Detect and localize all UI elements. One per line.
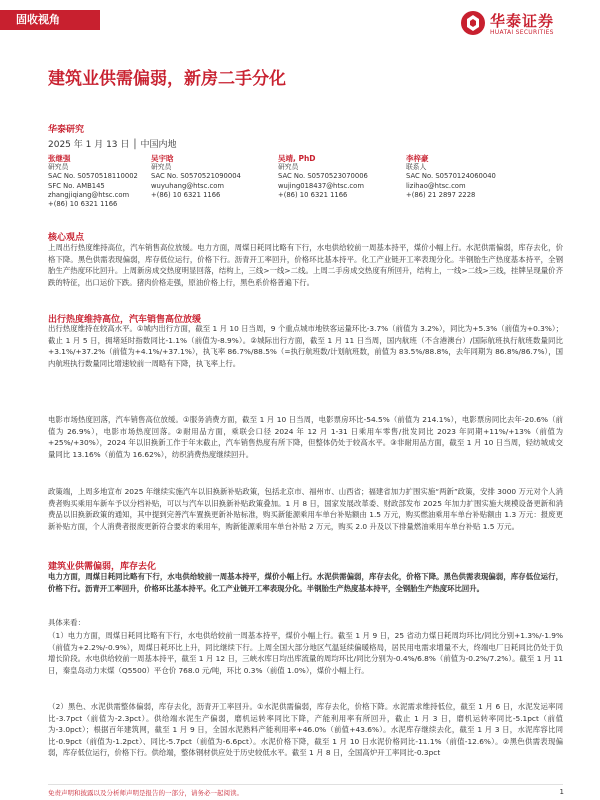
detail-intro: 具体来看： bbox=[48, 618, 85, 627]
author-email[interactable]: wujing018437@htsc.com bbox=[278, 181, 364, 190]
author-role: 研究员 bbox=[151, 163, 172, 172]
detail-power-text: （1）电力方面，周煤日耗同比略有下行，水电供给较前一周基本持平，煤价小幅上行。截至 1 月 9 日，25 省动力煤日耗周均环比/同比分别+1.3%/-1.9%（前值为+2.2%/-0.9%），周煤日耗环比上升，同比继续下行。上周全国大部分地区气温延续偏暖格局，居民用电需求增量不大，终端电厂日耗同比仍处于负增长阶段。水电供给较前一周基本持平，截至 1 月 12 日，三峡水库日均出库流量的周均环比/同比分别为-0.4%/6.8%（前值为-0.2%/7.2%）。截至 1 月 11 日，秦皇岛动力末煤（Q5500）平仓价 768.0 元/吨，环比 0.3%（前值 1.0%），煤价小幅上行。 bbox=[48, 631, 563, 675]
report-date: 2025 年 1 月 13 日 │ 中国内地 bbox=[48, 140, 177, 150]
author-card bbox=[151, 154, 276, 200]
core-view-text: 上周出行热度维持高位，汽车销售高位放缓。电力方面，周煤日耗同比略有下行，水电供给较前一周基本持平，煤价小幅上行。水泥供需偏弱，库存去化，价格下降。黑色供需表现偏弱，库存低位运行，价格下行。沥青开工率回升，价格环比基本持平。化工产业链开工率表现分化。半钢胎生产热度基本持平，全钢胎生产热度环比回升。上周新房成交热度明显回落，结构上，三线>一线>二线。上周二手房成交热度有所回升，结构上，一线>二线>三线，挂牌呈现量价齐跌的特征，出口运价下跌。猪肉价格走强，原油价格上行，黑色系价格普遍下行。 bbox=[48, 243, 563, 287]
author-sfc: SFC No. AMB145 bbox=[48, 181, 105, 190]
logo-chinese-name: 华泰证券 bbox=[490, 12, 555, 30]
report-title: 建筑业供需偏弱，新房二手分化 bbox=[48, 69, 286, 89]
author-card bbox=[406, 154, 531, 200]
author-role: 研究员 bbox=[278, 163, 299, 172]
author-role: 研究员 bbox=[48, 163, 69, 172]
author-email[interactable]: zhangjiqiang@htsc.com bbox=[48, 190, 130, 199]
author-name: 吴靖, PhD bbox=[278, 154, 316, 163]
footer-divider bbox=[48, 784, 563, 785]
construction-heading: 建筑业供需偏弱，库存去化 bbox=[48, 562, 157, 572]
company-logo bbox=[460, 8, 580, 40]
research-org: 华泰研究 bbox=[48, 125, 85, 135]
author-sac: SAC No. S0570124060040 bbox=[406, 172, 496, 181]
author-email[interactable]: lizihao@htsc.com bbox=[406, 181, 466, 190]
footer-disclaimer: 免责声明和披露以及分析师声明是报告的一部分，请务必一起阅读。 bbox=[48, 789, 243, 797]
policy-text: 政策端，上周多地宣布 2025 年继续实施汽车以旧换新补贴政策，包括北京市、福州市、山西省；福建省加力扩围实施“两新”政策，安排 3000 万元对个人消费者购买乘用车新车予以分档补贴，可以与汽车以旧换新补贴政策叠加。1 月 8 日，国家发展改革委、财政部发布 2025 年加力扩围实施大规模设备更新和消费品以旧换新政策的通知，其中提到完善汽车置换更新补贴标准，购买新能源乘用车单台补贴额由 1.5 万元，购买燃油乘用车单台补贴额由 1.3 万元：报废更新补贴方面，个人消费者报废更新符合要求的乘用车，购新能源乘用车单台补贴 2 万元，购买 2.0 升及以下排量燃油乘用车单台补贴 1.5 万元。 bbox=[48, 487, 563, 531]
travel-text: 出行热度维持在较高水平。①城内出行方面，截至 1 月 10 日当周，9 个重点城市地铁客运量环比-3.7%（前值为 3.2%），同比为+5.3%（前值为+0.3%）；截止 1 月 5 日，拥堵延时指数同比-1.1%（前值为-8.9%）。②城际出行方面，截至 1 月 11 日当周，国内航班（不含港澳台）/国际航班执行航班数量同比+3.1%/+37.2%（前值为+4.1%/+37.1%），执飞率 86.7%/88.5%（=执行航班数/计划航班数，前值为 83.5%/88.8%，去年同期为 86.8%/86.7%），国内航班执行数量同比增速较前一周略有下降，执飞率上行。 bbox=[48, 324, 563, 368]
author-sac: SAC No. S0570518110002 bbox=[48, 172, 138, 181]
author-phone: +(86) 10 6321 1166 bbox=[48, 200, 118, 209]
page-header bbox=[0, 0, 600, 52]
author-name: 吴宇晗 bbox=[151, 154, 174, 163]
author-phone: +(86) 10 6321 1166 bbox=[278, 190, 348, 199]
author-list bbox=[48, 154, 568, 226]
author-sac: SAC No. S0570523070006 bbox=[278, 172, 368, 181]
author-phone: +(86) 10 6321 1166 bbox=[151, 190, 221, 199]
detail-black-cement-text: （2）黑色、水泥供需整体偏弱，库存去化，沥青开工率回升。①水泥供需偏弱，库存去化，价格下降。水泥需求维持低位，截至 1 月 6 日，水泥发运率同比-3.7pct（前值为-2.3pct）。供给端水泥生产偏弱，磨机运转率同比下降，产能利用率有所回升，截止 1 月 3 日，磨机运转率同比-5.1pct（前值为-3.0pct）；根据百年建筑网，截至 1 月 9 日，全国水泥熟料产能利用率+46.0%（前值+43.6%）。水泥库存继续去化，截至 1 月 3 日，水泥库容比同比-0.9pct（前值为-1.2pct）、同比-5.7pct（前值为-6.6pct）。水泥价格下降，截至 1 月 10 日水泥价格同比-11.1%（前值-12.6%）。②黑色供需表现偏弱，库存低位运行，价格下行。供给端，整体钢材供应处于历史较低水平。截至 1 月 8 日，全国高炉开工率同比-0.3pct bbox=[48, 702, 563, 758]
logo-english-name: HUATAI SECURITIES bbox=[490, 29, 554, 36]
author-email[interactable]: wuyuhang@htsc.com bbox=[151, 181, 225, 190]
construction-text: 电力方面，周煤日耗同比略有下行，水电供给较前一周基本持平，煤价小幅上行。水泥供需偏弱，库存去化，价格下降。黑色供需表现偏弱，库存低位运行，价格下行。沥青开工率回升，价格环比基本持平。化工产业链开工率表现分化。半钢胎生产热度基本持平，全钢胎生产热度环比回升。 bbox=[48, 572, 563, 593]
consumption-text: 电影市场热度回落，汽车销售高位放缓。①服务消费方面，截至 1 月 10 日当周，电影票房环比-54.5%（前值为 214.1%），电影票房同比去年-20.6%（前值为 26.9%），电影市场热度回落。②耐用品方面，乘联会口径 2024 年 12 月 1-31 日乘用车零售/批发同比 2023 年同期+11%/+13%（前值为+25%/+30%），2024 年以旧换新工作于年末截止，汽车销售热度有所下降，但整体仍处于较高水平。③非耐用品方面，截至 1 月 10 日当周，轻纺城成交量同比 13.16%（前值为 16.62%），纺织消费热度继续回升。 bbox=[48, 415, 563, 459]
author-card bbox=[278, 154, 403, 200]
core-view-heading: 核心观点 bbox=[48, 233, 85, 243]
column-tag: 固收视角 bbox=[0, 10, 100, 30]
author-role: 联系人 bbox=[406, 163, 427, 172]
author-name: 张继强 bbox=[48, 154, 71, 163]
author-phone: +(86) 21 2897 2228 bbox=[406, 190, 476, 199]
huatai-logo-icon bbox=[460, 10, 486, 36]
author-name: 李梓豪 bbox=[406, 154, 429, 163]
travel-heading: 出行热度维持高位，汽车销售高位放缓 bbox=[48, 315, 202, 325]
author-sac: SAC No. S0570521090004 bbox=[151, 172, 241, 181]
page-number: 1 bbox=[559, 788, 564, 796]
